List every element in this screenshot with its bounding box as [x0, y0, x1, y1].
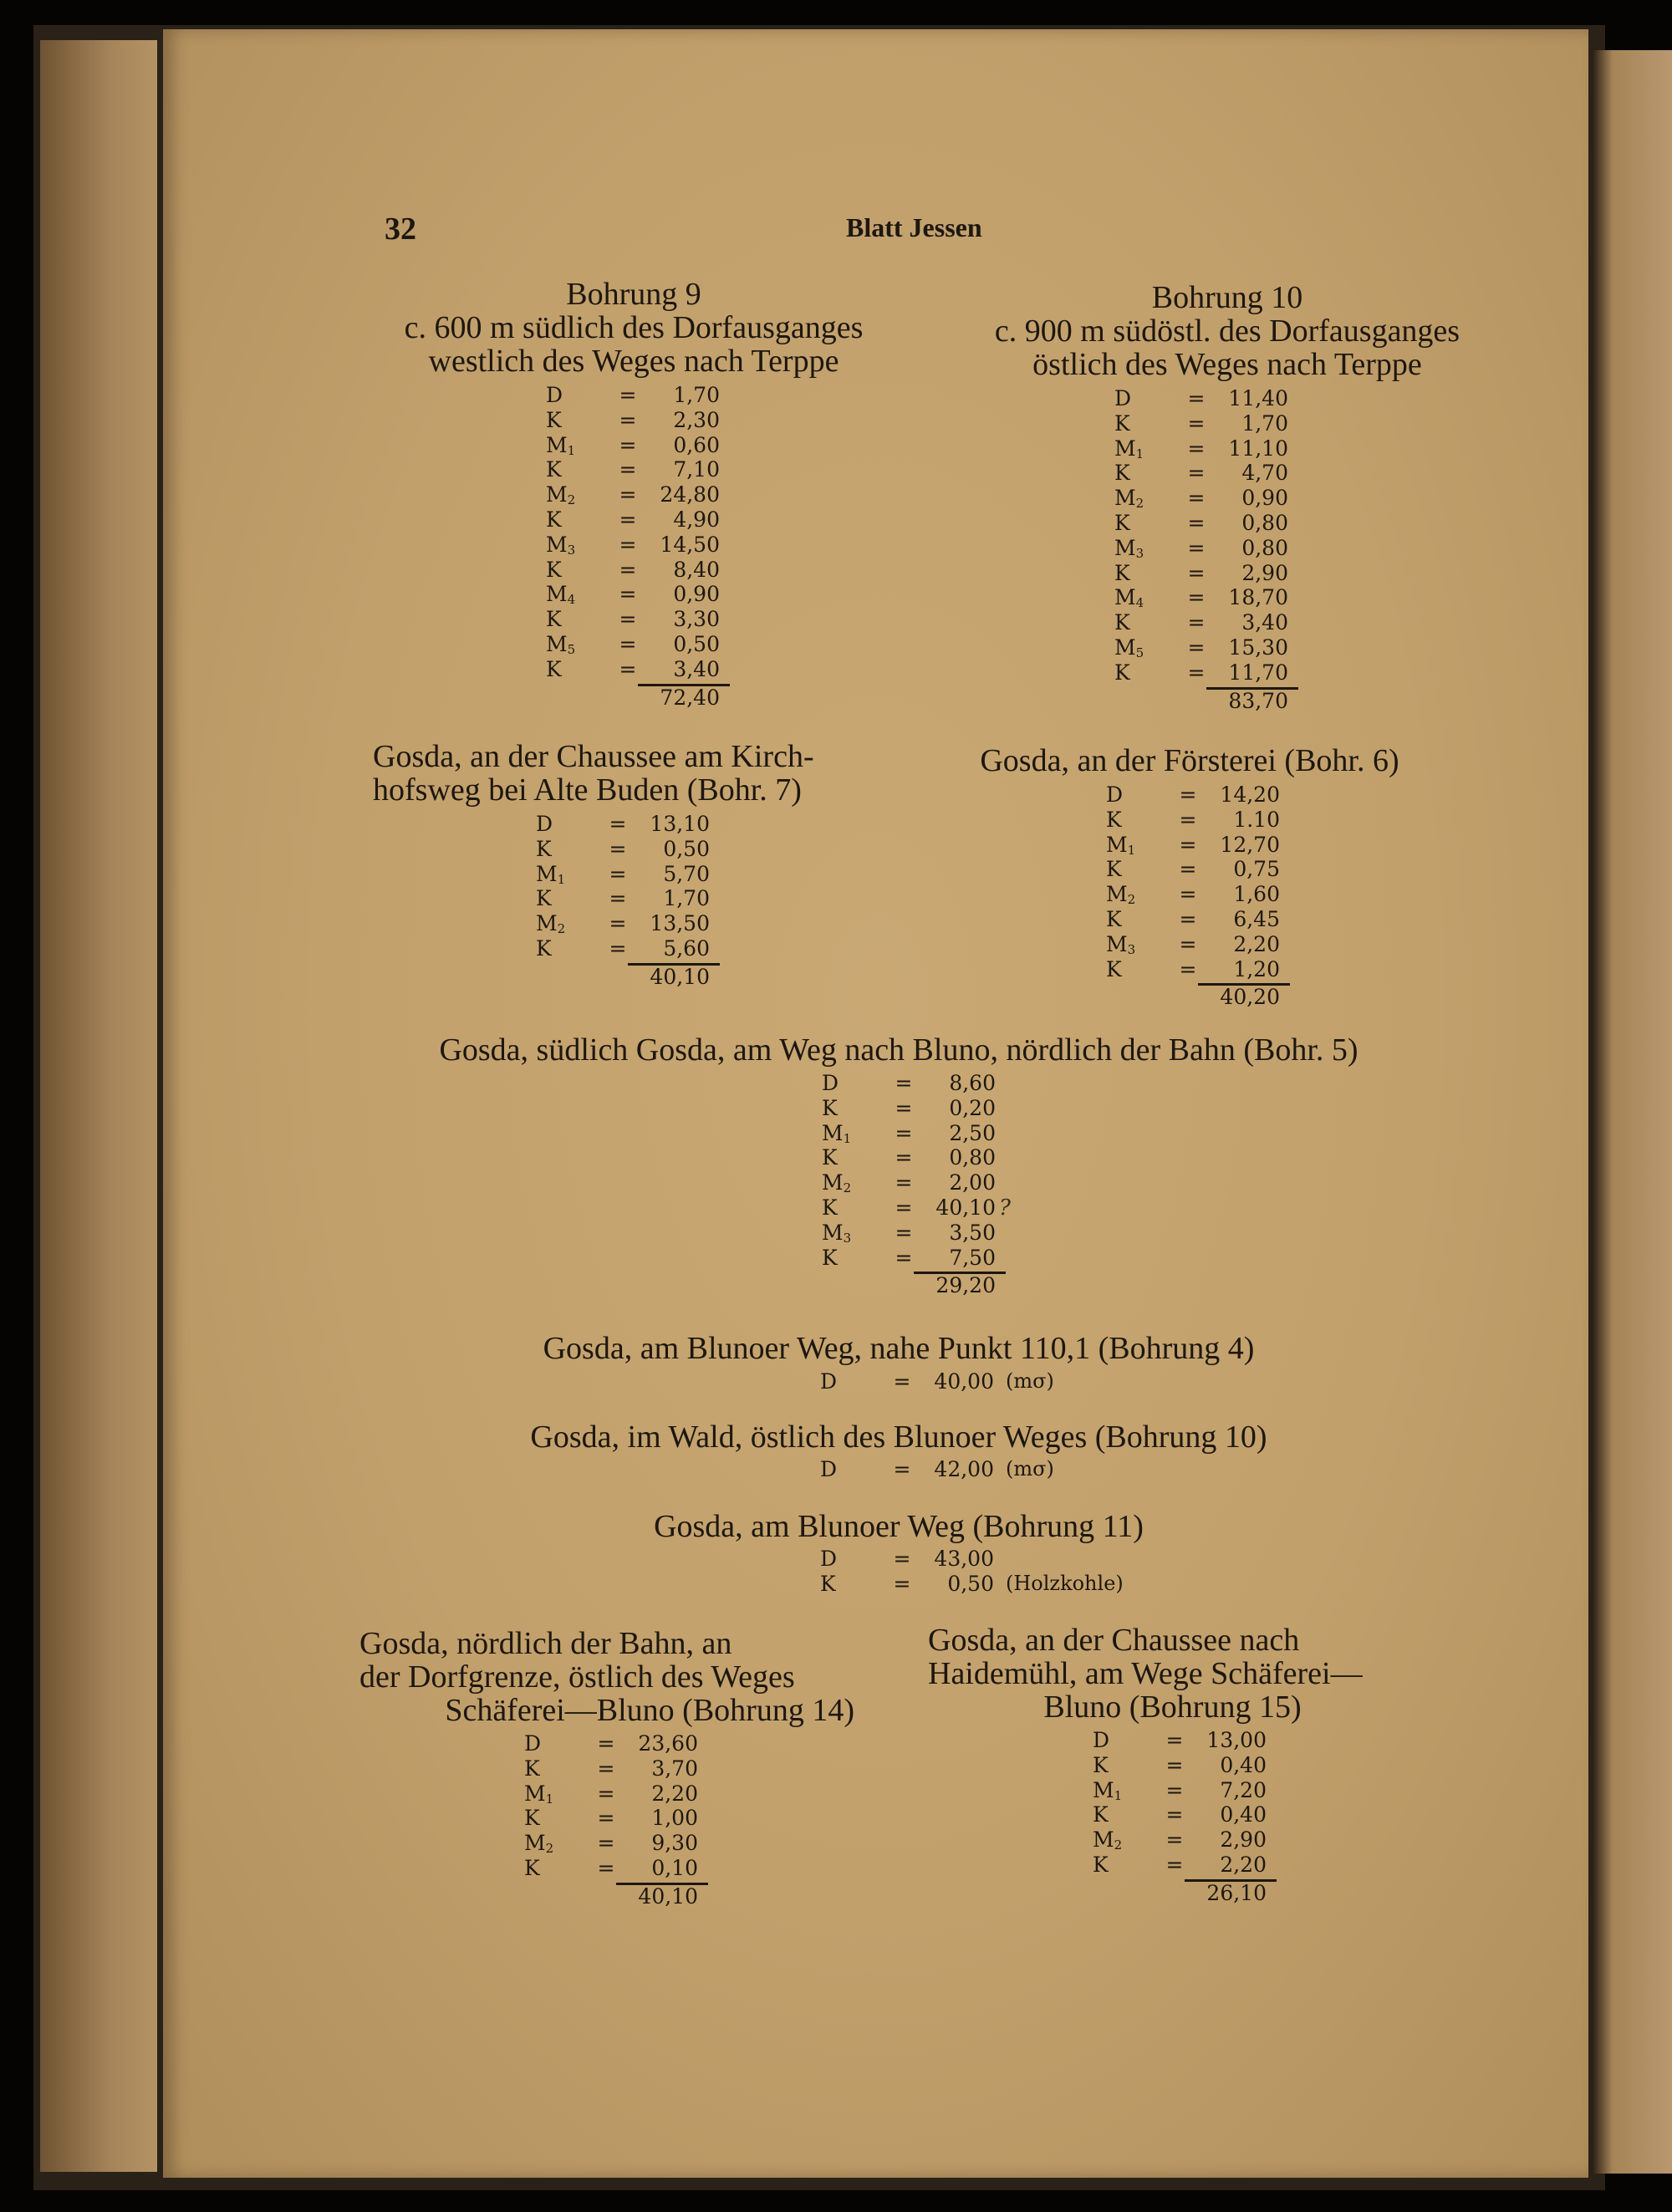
equals-sign: = [895, 1145, 913, 1170]
equals-sign: = [619, 482, 637, 507]
layer-symbol: K [546, 607, 562, 632]
equals-sign: = [619, 582, 637, 607]
section-heading-bohr-6: Gosda, an der Försterei (Bohr. 6) [980, 743, 1399, 778]
equals-sign: = [893, 1571, 911, 1596]
layer-index: 5 [1135, 645, 1144, 660]
layer-thickness: 0,40 [1220, 1752, 1267, 1777]
layer-thickness: 0,50 [673, 631, 720, 656]
total-thickness: 72,40 [660, 685, 720, 710]
section-heading-bohrung-10: Bohrung 10 c. 900 m südöstl. des Dorfausganges östlich des Weges nach Terppe [994, 280, 1460, 382]
layer-symbol: $M_5$ [1114, 635, 1144, 660]
equals-sign: = [609, 886, 627, 911]
equals-sign: = [619, 607, 637, 632]
layer-index: 2 [567, 492, 576, 508]
equals-sign: = [619, 432, 637, 457]
equals-sign: = [619, 383, 637, 407]
section-heading-bohrung-11: Gosda, am Blunoer Weg (Bohrung 11) [654, 1509, 1144, 1544]
layer-symbol: K [822, 1095, 838, 1120]
layer-symbol: K [536, 935, 552, 961]
layer-index: 2 [1127, 892, 1136, 908]
equals-sign: = [597, 1806, 615, 1831]
equals-sign: = [895, 1120, 913, 1145]
running-title: Blatt Jessen [846, 212, 982, 242]
equals-sign: = [609, 812, 627, 836]
layer-thickness: 0,50 [947, 1571, 994, 1596]
layer-index: 2 [545, 1841, 554, 1857]
layer-symbol: $M_2$ [536, 911, 566, 937]
equals-sign: = [597, 1855, 615, 1880]
equals-sign: = [619, 532, 637, 557]
equals-sign: = [1179, 882, 1197, 907]
total-thickness: 40,10 [638, 1883, 698, 1909]
layer-symbol: D [1093, 1728, 1110, 1752]
equals-sign: = [1165, 1852, 1184, 1877]
equals-sign: = [619, 457, 637, 482]
layer-thickness: 0,40 [1220, 1802, 1267, 1827]
total-thickness: 29,20 [935, 1273, 996, 1298]
layer-symbol: $M_3$ [1106, 931, 1136, 957]
layer-symbol: K [1114, 461, 1130, 486]
layer-thickness: 14,50 [660, 532, 720, 557]
layer-thickness: 0,75 [1233, 857, 1280, 882]
layer-index: 2 [1135, 496, 1144, 512]
layer-thickness: 2,90 [1220, 1827, 1267, 1853]
section-heading-bohrung-4: Gosda, am Blunoer Weg, nahe Punkt 110,1 (Bohrung 4) [543, 1331, 1255, 1366]
layer-index: 1 [843, 1130, 852, 1146]
layer-index: 1 [1114, 1787, 1123, 1803]
equals-sign: = [597, 1781, 615, 1806]
equals-sign: = [893, 1369, 911, 1394]
layer-thickness: 0,20 [949, 1095, 996, 1120]
layer-index: 1 [1127, 842, 1136, 858]
equals-sign: = [895, 1220, 913, 1245]
layer-index: 1 [545, 1791, 554, 1807]
layer-symbol: D [820, 1369, 838, 1394]
layer-symbol: $M_1$ [536, 861, 566, 887]
layer-index: 2 [843, 1180, 852, 1196]
equals-sign: = [619, 407, 637, 432]
equals-sign: = [1165, 1752, 1184, 1777]
layer-index: 1 [567, 442, 576, 458]
layer-thickness: 5,70 [663, 861, 710, 886]
layer-thickness: 1.10 [1233, 807, 1280, 832]
layer-thickness: 4,70 [1241, 461, 1288, 486]
equals-sign: = [1179, 906, 1197, 931]
layer-symbol: K [536, 886, 552, 911]
layer-thickness: 0,80 [1241, 535, 1288, 560]
layer-thickness: 3,50 [949, 1220, 996, 1245]
layer-symbol: $M_1$ [1114, 436, 1144, 461]
layer-thickness: 2,20 [1233, 931, 1280, 956]
equals-sign: = [1187, 610, 1206, 635]
equals-sign: = [1165, 1728, 1184, 1752]
layer-thickness: 3,70 [651, 1756, 698, 1781]
layer-symbol: K [546, 457, 562, 482]
layer-note: (mσ) [1006, 1457, 1054, 1481]
layer-symbol: K [1106, 956, 1122, 981]
layer-thickness: 24,80 [660, 482, 720, 507]
equals-sign: = [1179, 807, 1197, 832]
layer-symbol: $M_3$ [1114, 535, 1144, 561]
layer-symbol: K [536, 836, 552, 861]
section-heading-bohrung-14: Gosda, nördlich der Bahn, an der Dorfgrenze, östlich des Weges Schäferei—Bluno (Bohrung 14) [359, 1626, 854, 1728]
layer-thickness: 7,10 [673, 457, 720, 482]
layer-symbol: $M_5$ [546, 631, 576, 657]
layer-thickness: 15,30 [1228, 635, 1288, 660]
layer-index: 3 [1135, 545, 1144, 561]
total-thickness: 26,10 [1206, 1880, 1267, 1905]
equals-sign: = [895, 1095, 913, 1120]
layer-symbol: $M_1$ [822, 1120, 852, 1146]
layer-thickness: 43,00 [934, 1547, 994, 1571]
equals-sign: = [893, 1457, 911, 1481]
layer-thickness: 18,70 [1228, 585, 1288, 610]
section-heading-bohrung-10-wald: Gosda, im Wald, östlich des Blunoer Weges (Bohrung 10) [530, 1419, 1267, 1455]
equals-sign: = [1187, 486, 1206, 511]
layer-thickness: 13,10 [650, 812, 710, 836]
right-page-edge [1593, 50, 1672, 2174]
layer-thickness: 0,90 [673, 582, 720, 607]
section-heading-bohr-5: Gosda, südlich Gosda, am Weg nach Bluno, nördlich der Bahn (Bohr. 5) [439, 1032, 1358, 1068]
layer-symbol: K [1114, 660, 1130, 685]
layer-thickness: 0,10 [651, 1855, 698, 1880]
layer-thickness: 8,60 [949, 1071, 996, 1095]
layer-symbol: $M_4$ [1114, 585, 1144, 611]
equals-sign: = [895, 1071, 913, 1095]
layer-index: 4 [1135, 595, 1144, 611]
equals-sign: = [619, 656, 637, 681]
layer-thickness: 11,70 [1228, 660, 1288, 685]
page-number: 32 [385, 212, 416, 247]
layer-symbol: K [1114, 410, 1130, 436]
layer-symbol: K [1093, 1852, 1109, 1877]
layer-symbol: D [1114, 386, 1132, 410]
layer-thickness: 12,70 [1220, 832, 1280, 857]
equals-sign: = [597, 1831, 615, 1856]
layer-symbol: $M_2$ [546, 482, 576, 508]
layer-thickness: 1,70 [663, 886, 710, 911]
layer-thickness: 1,20 [1233, 956, 1280, 981]
equals-sign: = [609, 836, 627, 861]
layer-symbol: D [820, 1547, 838, 1571]
equals-sign: = [1187, 585, 1206, 610]
layer-thickness: 0,90 [1241, 486, 1288, 511]
layer-index: 4 [567, 592, 576, 608]
layer-symbol: K [524, 1855, 540, 1880]
layer-thickness: 40,10 [935, 1195, 996, 1220]
layer-index: 3 [843, 1230, 852, 1246]
equals-sign: = [895, 1245, 913, 1270]
total-thickness: 40,20 [1220, 985, 1280, 1010]
equals-sign: = [1187, 436, 1206, 461]
equals-sign: = [893, 1547, 911, 1571]
layer-symbol: D [822, 1071, 839, 1095]
equals-sign: = [609, 935, 627, 961]
layer-thickness: 13,00 [1206, 1728, 1267, 1752]
layer-thickness: 42,00 [934, 1457, 994, 1481]
equals-sign: = [1187, 461, 1206, 486]
layer-symbol: D [820, 1457, 838, 1481]
layer-symbol: $M_2$ [1114, 486, 1144, 512]
equals-sign: = [1179, 956, 1197, 981]
layer-thickness: 8,40 [673, 557, 720, 582]
layer-symbol: K [822, 1245, 838, 1270]
layer-thickness: 3,30 [673, 607, 720, 632]
layer-symbol: $M_2$ [1106, 882, 1136, 908]
layer-symbol: K [546, 407, 562, 432]
section-heading-bohr-7: Gosda, an der Chaussee am Kirch- hofsweg bei Alte Buden (Bohr. 7) [373, 739, 814, 808]
layer-index: 2 [1114, 1837, 1123, 1853]
layer-thickness: 1,00 [651, 1806, 698, 1831]
layer-note: (Holzkohle) [1006, 1571, 1124, 1595]
layer-symbol: K [1114, 610, 1130, 635]
equals-sign: = [895, 1170, 913, 1195]
layer-symbol: $M_2$ [524, 1831, 554, 1857]
equals-sign: = [619, 507, 637, 532]
equals-sign: = [609, 911, 627, 936]
layer-symbol: $M_2$ [1093, 1827, 1123, 1853]
layer-index: 5 [567, 641, 576, 657]
layer-symbol: $M_1$ [1093, 1777, 1123, 1803]
layer-index: 1 [557, 871, 566, 887]
layer-thickness: 0,80 [1241, 510, 1288, 535]
layer-note: (mσ) [1006, 1369, 1054, 1393]
layer-symbol: K [822, 1195, 838, 1220]
layer-symbol: K [820, 1571, 836, 1596]
layer-symbol: D [524, 1731, 542, 1756]
layer-thickness: 14,20 [1220, 782, 1280, 807]
layer-symbol: K [524, 1756, 540, 1781]
equals-sign: = [895, 1195, 913, 1220]
equals-sign: = [1187, 560, 1206, 585]
layer-thickness: 40,00 [934, 1369, 994, 1394]
equals-sign: = [1187, 410, 1206, 436]
layer-symbol: K [1114, 510, 1130, 535]
layer-thickness: 2,00 [949, 1170, 996, 1195]
equals-sign: = [1187, 386, 1206, 410]
layer-thickness: 9,30 [651, 1831, 698, 1856]
equals-sign: = [1179, 832, 1197, 857]
layer-symbol: $M_3$ [822, 1220, 852, 1246]
layer-thickness: 2,20 [651, 1781, 698, 1806]
layer-index: 3 [567, 542, 576, 558]
layer-index: 2 [557, 921, 566, 937]
layer-thickness: 3,40 [1241, 610, 1288, 635]
pencil-margin-mark: ? [999, 1195, 1011, 1221]
layer-thickness: 2,50 [949, 1120, 996, 1145]
section-heading-bohrung-15: Gosda, an der Chaussee nach Haidemühl, am Wege Schäferei— Bluno (Bohrung 15) [928, 1623, 1363, 1725]
equals-sign: = [597, 1756, 615, 1781]
layer-symbol: K [546, 507, 562, 532]
equals-sign: = [619, 557, 637, 582]
layer-index: 3 [1127, 941, 1136, 957]
layer-symbol: K [1106, 906, 1122, 931]
equals-sign: = [1187, 535, 1206, 560]
equals-sign: = [1165, 1827, 1184, 1853]
equals-sign: = [1165, 1777, 1184, 1802]
equals-sign: = [1187, 660, 1206, 685]
layer-symbol: $M_3$ [546, 532, 576, 558]
layer-symbol: K [822, 1145, 838, 1170]
layer-thickness: 11,10 [1228, 436, 1288, 461]
layer-thickness: 0,50 [663, 836, 710, 861]
section-heading-bohrung-9: Bohrung 9 c. 600 m südlich des Dorfausganges westlich des Weges nach Terppe [404, 277, 864, 379]
layer-thickness: 1,70 [673, 383, 720, 407]
layer-symbol: K [1106, 807, 1122, 832]
layer-symbol: K [1114, 560, 1130, 585]
layer-symbol: K [1106, 857, 1122, 882]
equals-sign: = [1179, 782, 1197, 807]
layer-symbol: K [1093, 1802, 1109, 1827]
layer-symbol: $M_2$ [822, 1170, 852, 1196]
layer-thickness: 7,50 [949, 1245, 996, 1270]
layer-symbol: $M_4$ [546, 582, 576, 608]
layer-thickness: 1,70 [1241, 410, 1288, 436]
equals-sign: = [1179, 857, 1197, 882]
layer-thickness: 4,90 [673, 507, 720, 532]
layer-symbol: D [1106, 782, 1124, 807]
equals-sign: = [597, 1731, 615, 1756]
layer-thickness: 7,20 [1220, 1777, 1267, 1802]
equals-sign: = [619, 631, 637, 656]
total-thickness: 40,10 [650, 964, 710, 989]
layer-thickness: 2,20 [1220, 1852, 1267, 1877]
layer-thickness: 6,45 [1233, 906, 1280, 931]
equals-sign: = [609, 861, 627, 886]
layer-symbol: K [546, 656, 562, 681]
layer-thickness: 3,40 [673, 656, 720, 681]
layer-symbol: D [536, 812, 553, 836]
layer-symbol: K [546, 557, 562, 582]
equals-sign: = [1187, 635, 1206, 660]
layer-thickness: 11,40 [1228, 386, 1288, 410]
equals-sign: = [1179, 931, 1197, 956]
layer-thickness: 13,50 [650, 911, 710, 936]
layer-symbol: K [524, 1806, 540, 1831]
left-page-edge [40, 40, 157, 2172]
layer-thickness: 1,60 [1233, 882, 1280, 907]
layer-symbol: D [546, 383, 563, 407]
equals-sign: = [1165, 1802, 1184, 1827]
layer-index: 1 [1135, 446, 1144, 461]
layer-thickness: 5,60 [663, 935, 710, 961]
total-thickness: 83,70 [1228, 688, 1288, 713]
layer-symbol: K [1093, 1752, 1109, 1777]
layer-symbol: $M_1$ [524, 1781, 554, 1807]
equals-sign: = [1187, 510, 1206, 535]
layer-symbol: $M_1$ [1106, 832, 1136, 858]
layer-thickness: 23,60 [638, 1731, 698, 1756]
layer-thickness: 2,90 [1241, 560, 1288, 585]
layer-thickness: 0,60 [673, 432, 720, 457]
layer-symbol: $M_1$ [546, 432, 576, 458]
layer-thickness: 2,30 [673, 407, 720, 432]
layer-thickness: 0,80 [949, 1145, 996, 1170]
